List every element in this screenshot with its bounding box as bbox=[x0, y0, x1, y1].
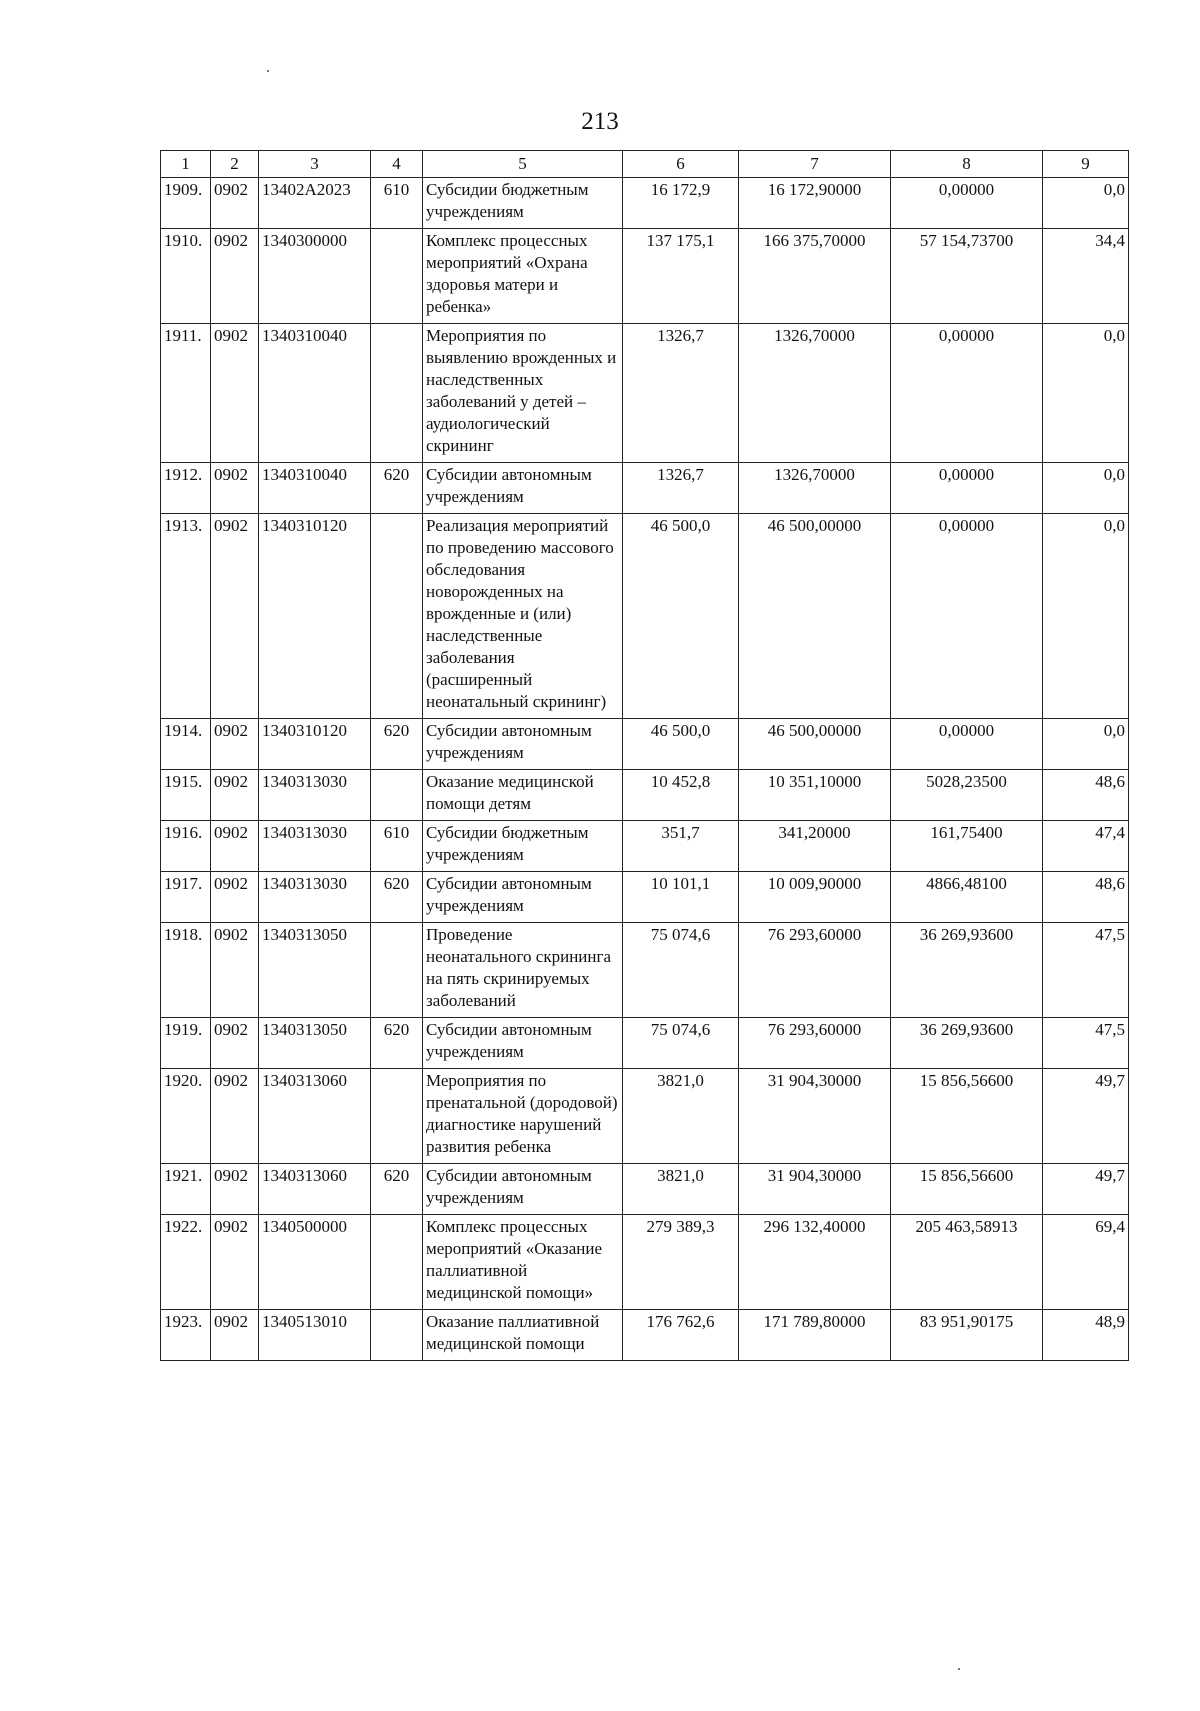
expense-type-cell: 620 bbox=[371, 463, 423, 514]
target-code-cell: 1340313050 bbox=[259, 923, 371, 1018]
planned-amount-cell: 3821,0 bbox=[623, 1164, 739, 1215]
expense-type-cell: 620 bbox=[371, 1164, 423, 1215]
expense-type-cell: 610 bbox=[371, 821, 423, 872]
adjusted-amount-cell: 46 500,00000 bbox=[739, 719, 891, 770]
adjusted-amount-cell: 171 789,80000 bbox=[739, 1310, 891, 1361]
percent-cell: 47,5 bbox=[1043, 923, 1129, 1018]
item-name-cell: Субсидии автономным учреждениям bbox=[423, 719, 623, 770]
percent-cell: 0,0 bbox=[1043, 463, 1129, 514]
item-name-cell: Субсидии автономным учреждениям bbox=[423, 463, 623, 514]
item-name-cell: Оказание паллиативной медицинской помощи bbox=[423, 1310, 623, 1361]
item-name-cell: Субсидии автономным учреждениям bbox=[423, 872, 623, 923]
adjusted-amount-cell: 1326,70000 bbox=[739, 324, 891, 463]
executed-amount-cell: 36 269,93600 bbox=[891, 923, 1043, 1018]
section-code-cell: 0902 bbox=[211, 1018, 259, 1069]
expense-type-cell bbox=[371, 229, 423, 324]
adjusted-amount-cell: 166 375,70000 bbox=[739, 229, 891, 324]
target-code-cell: 1340313030 bbox=[259, 821, 371, 872]
expense-type-cell: 610 bbox=[371, 178, 423, 229]
row-number-cell: 1911. bbox=[161, 324, 211, 463]
table-row bbox=[161, 463, 1129, 514]
percent-cell: 0,0 bbox=[1043, 178, 1129, 229]
planned-amount-cell: 46 500,0 bbox=[623, 719, 739, 770]
item-name-cell: Проведение неонатального скрининга на пять скринируемых заболеваний bbox=[423, 923, 623, 1018]
row-number-cell: 1922. bbox=[161, 1215, 211, 1310]
table-row bbox=[161, 1310, 1129, 1361]
executed-amount-cell: 15 856,56600 bbox=[891, 1164, 1043, 1215]
executed-amount-cell: 0,00000 bbox=[891, 719, 1043, 770]
adjusted-amount-cell: 46 500,00000 bbox=[739, 514, 891, 719]
table-row bbox=[161, 324, 1129, 463]
executed-amount-cell: 4866,48100 bbox=[891, 872, 1043, 923]
page-number: 213 bbox=[581, 108, 619, 135]
target-code-cell: 1340313030 bbox=[259, 770, 371, 821]
percent-cell: 48,9 bbox=[1043, 1310, 1129, 1361]
percent-cell: 49,7 bbox=[1043, 1069, 1129, 1164]
target-code-cell: 1340310040 bbox=[259, 324, 371, 463]
target-code-cell: 1340310120 bbox=[259, 514, 371, 719]
planned-amount-cell: 75 074,6 bbox=[623, 1018, 739, 1069]
percent-cell: 69,4 bbox=[1043, 1215, 1129, 1310]
percent-cell: 0,0 bbox=[1043, 514, 1129, 719]
target-code-cell: 1340310040 bbox=[259, 463, 371, 514]
percent-cell: 47,5 bbox=[1043, 1018, 1129, 1069]
item-name-cell: Комплекс процессных мероприятий «Охрана здоровья матери и ребенка» bbox=[423, 229, 623, 324]
item-name-cell: Субсидии автономным учреждениям bbox=[423, 1018, 623, 1069]
row-number-cell: 1913. bbox=[161, 514, 211, 719]
section-code-cell: 0902 bbox=[211, 923, 259, 1018]
executed-amount-cell: 205 463,58913 bbox=[891, 1215, 1043, 1310]
table-row bbox=[161, 229, 1129, 324]
section-code-cell: 0902 bbox=[211, 324, 259, 463]
table-row bbox=[161, 1069, 1129, 1164]
planned-amount-cell: 1326,7 bbox=[623, 324, 739, 463]
planned-amount-cell: 176 762,6 bbox=[623, 1310, 739, 1361]
executed-amount-cell: 36 269,93600 bbox=[891, 1018, 1043, 1069]
expense-type-cell: 620 bbox=[371, 1018, 423, 1069]
adjusted-amount-cell: 341,20000 bbox=[739, 821, 891, 872]
row-number-cell: 1910. bbox=[161, 229, 211, 324]
scan-speck bbox=[958, 1668, 960, 1670]
section-code-cell: 0902 bbox=[211, 1215, 259, 1310]
target-code-cell: 1340300000 bbox=[259, 229, 371, 324]
percent-cell: 48,6 bbox=[1043, 770, 1129, 821]
executed-amount-cell: 0,00000 bbox=[891, 178, 1043, 229]
target-code-cell: 13402A2023 bbox=[259, 178, 371, 229]
executed-amount-cell: 161,75400 bbox=[891, 821, 1043, 872]
percent-cell: 0,0 bbox=[1043, 324, 1129, 463]
item-name-cell: Оказание медицинской помощи детям bbox=[423, 770, 623, 821]
row-number-cell: 1909. bbox=[161, 178, 211, 229]
col-header-2: 2 bbox=[211, 151, 259, 178]
budget-table bbox=[160, 150, 1129, 1361]
planned-amount-cell: 3821,0 bbox=[623, 1069, 739, 1164]
expense-type-cell bbox=[371, 1310, 423, 1361]
planned-amount-cell: 10 452,8 bbox=[623, 770, 739, 821]
table-row bbox=[161, 821, 1129, 872]
table-body bbox=[161, 178, 1129, 1361]
percent-cell: 34,4 bbox=[1043, 229, 1129, 324]
adjusted-amount-cell: 1326,70000 bbox=[739, 463, 891, 514]
expense-type-cell: 620 bbox=[371, 872, 423, 923]
col-header-1: 1 bbox=[161, 151, 211, 178]
row-number-cell: 1916. bbox=[161, 821, 211, 872]
executed-amount-cell: 83 951,90175 bbox=[891, 1310, 1043, 1361]
section-code-cell: 0902 bbox=[211, 229, 259, 324]
section-code-cell: 0902 bbox=[211, 178, 259, 229]
expense-type-cell bbox=[371, 923, 423, 1018]
row-number-cell: 1923. bbox=[161, 1310, 211, 1361]
col-header-7: 7 bbox=[739, 151, 891, 178]
executed-amount-cell: 57 154,73700 bbox=[891, 229, 1043, 324]
table-row bbox=[161, 872, 1129, 923]
col-header-4: 4 bbox=[371, 151, 423, 178]
section-code-cell: 0902 bbox=[211, 719, 259, 770]
row-number-cell: 1918. bbox=[161, 923, 211, 1018]
section-code-cell: 0902 bbox=[211, 821, 259, 872]
table-row bbox=[161, 923, 1129, 1018]
section-code-cell: 0902 bbox=[211, 1164, 259, 1215]
row-number-cell: 1920. bbox=[161, 1069, 211, 1164]
section-code-cell: 0902 bbox=[211, 770, 259, 821]
header-row bbox=[161, 151, 1129, 178]
expense-type-cell bbox=[371, 770, 423, 821]
planned-amount-cell: 16 172,9 bbox=[623, 178, 739, 229]
target-code-cell: 1340313060 bbox=[259, 1069, 371, 1164]
row-number-cell: 1921. bbox=[161, 1164, 211, 1215]
section-code-cell: 0902 bbox=[211, 872, 259, 923]
adjusted-amount-cell: 76 293,60000 bbox=[739, 923, 891, 1018]
target-code-cell: 1340313050 bbox=[259, 1018, 371, 1069]
percent-cell: 47,4 bbox=[1043, 821, 1129, 872]
planned-amount-cell: 46 500,0 bbox=[623, 514, 739, 719]
col-header-3: 3 bbox=[259, 151, 371, 178]
executed-amount-cell: 0,00000 bbox=[891, 514, 1043, 719]
col-header-6: 6 bbox=[623, 151, 739, 178]
planned-amount-cell: 75 074,6 bbox=[623, 923, 739, 1018]
row-number-cell: 1915. bbox=[161, 770, 211, 821]
planned-amount-cell: 279 389,3 bbox=[623, 1215, 739, 1310]
adjusted-amount-cell: 31 904,30000 bbox=[739, 1164, 891, 1215]
executed-amount-cell: 15 856,56600 bbox=[891, 1069, 1043, 1164]
executed-amount-cell: 0,00000 bbox=[891, 463, 1043, 514]
percent-cell: 48,6 bbox=[1043, 872, 1129, 923]
percent-cell: 0,0 bbox=[1043, 719, 1129, 770]
col-header-5: 5 bbox=[423, 151, 623, 178]
planned-amount-cell: 137 175,1 bbox=[623, 229, 739, 324]
item-name-cell: Реализация мероприятий по проведению массового обследования новорожденных на врожденные и (или) наследственные заболевания (расширенный неонатальный скрининг) bbox=[423, 514, 623, 719]
item-name-cell: Субсидии автономным учреждениям bbox=[423, 1164, 623, 1215]
percent-cell: 49,7 bbox=[1043, 1164, 1129, 1215]
section-code-cell: 0902 bbox=[211, 1069, 259, 1164]
adjusted-amount-cell: 296 132,40000 bbox=[739, 1215, 891, 1310]
table-row bbox=[161, 1215, 1129, 1310]
row-number-cell: 1912. bbox=[161, 463, 211, 514]
item-name-cell: Субсидии бюджетным учреждениям bbox=[423, 178, 623, 229]
adjusted-amount-cell: 31 904,30000 bbox=[739, 1069, 891, 1164]
section-code-cell: 0902 bbox=[211, 463, 259, 514]
row-number-cell: 1917. bbox=[161, 872, 211, 923]
expense-type-cell bbox=[371, 1069, 423, 1164]
table-row bbox=[161, 178, 1129, 229]
adjusted-amount-cell: 10 009,90000 bbox=[739, 872, 891, 923]
adjusted-amount-cell: 76 293,60000 bbox=[739, 1018, 891, 1069]
table-row bbox=[161, 1164, 1129, 1215]
target-code-cell: 1340313060 bbox=[259, 1164, 371, 1215]
item-name-cell: Комплекс процессных мероприятий «Оказание паллиативной медицинской помощи» bbox=[423, 1215, 623, 1310]
table-row bbox=[161, 1018, 1129, 1069]
row-number-cell: 1914. bbox=[161, 719, 211, 770]
executed-amount-cell: 0,00000 bbox=[891, 324, 1043, 463]
section-code-cell: 0902 bbox=[211, 1310, 259, 1361]
item-name-cell: Субсидии бюджетным учреждениям bbox=[423, 821, 623, 872]
col-header-8: 8 bbox=[891, 151, 1043, 178]
item-name-cell: Мероприятия по выявлению врожденных и наследственных заболеваний у детей – аудиологический скрининг bbox=[423, 324, 623, 463]
scan-speck bbox=[267, 70, 269, 72]
target-code-cell: 1340313030 bbox=[259, 872, 371, 923]
table-row bbox=[161, 719, 1129, 770]
row-number-cell: 1919. bbox=[161, 1018, 211, 1069]
item-name-cell: Мероприятия по пренатальной (дородовой) диагностике нарушений развития ребенка bbox=[423, 1069, 623, 1164]
col-header-9: 9 bbox=[1043, 151, 1129, 178]
planned-amount-cell: 351,7 bbox=[623, 821, 739, 872]
section-code-cell: 0902 bbox=[211, 514, 259, 719]
expense-type-cell bbox=[371, 1215, 423, 1310]
adjusted-amount-cell: 10 351,10000 bbox=[739, 770, 891, 821]
planned-amount-cell: 10 101,1 bbox=[623, 872, 739, 923]
target-code-cell: 1340500000 bbox=[259, 1215, 371, 1310]
adjusted-amount-cell: 16 172,90000 bbox=[739, 178, 891, 229]
table-row bbox=[161, 770, 1129, 821]
target-code-cell: 1340513010 bbox=[259, 1310, 371, 1361]
target-code-cell: 1340310120 bbox=[259, 719, 371, 770]
planned-amount-cell: 1326,7 bbox=[623, 463, 739, 514]
table-row bbox=[161, 514, 1129, 719]
expense-type-cell bbox=[371, 514, 423, 719]
executed-amount-cell: 5028,23500 bbox=[891, 770, 1043, 821]
expense-type-cell: 620 bbox=[371, 719, 423, 770]
expense-type-cell bbox=[371, 324, 423, 463]
